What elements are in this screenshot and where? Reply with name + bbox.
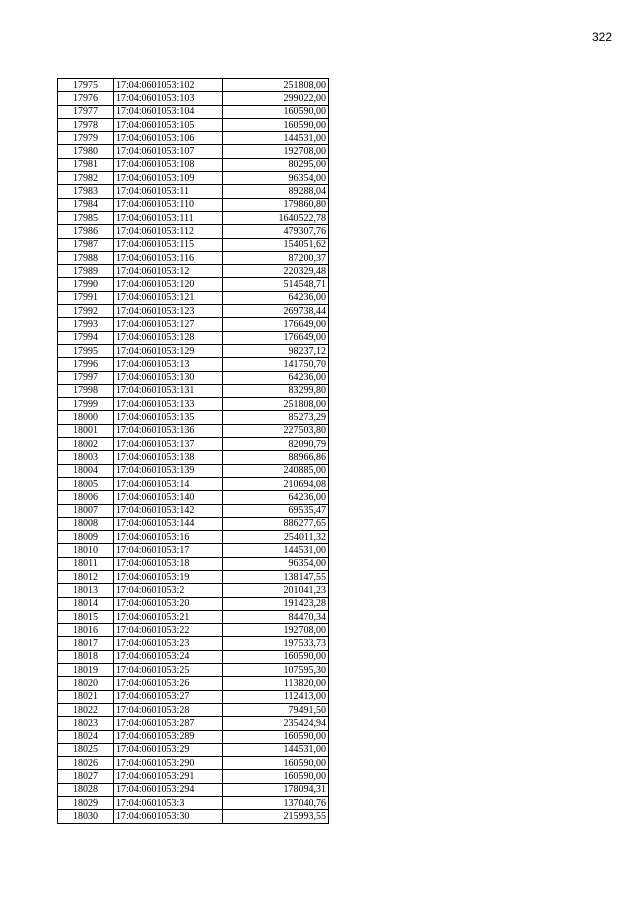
table-row [58,504,329,517]
cadastral-number-cell: 17:04:0601053:131 [114,384,223,397]
table-row [58,79,329,92]
value-cell: 82090,79 [223,438,329,451]
cadastral-number-cell: 17:04:0601053:140 [114,491,223,504]
cadastral-number-cell: 17:04:0601053:102 [114,79,223,92]
row-number-cell: 17991 [58,291,114,304]
value-cell: 192708,00 [223,145,329,158]
cadastral-number-cell: 17:04:0601053:2 [114,584,223,597]
row-number-cell: 17976 [58,92,114,105]
row-number-cell: 17993 [58,318,114,331]
row-number-cell: 17984 [58,198,114,211]
row-number-cell: 18016 [58,624,114,637]
table-row [58,238,329,251]
row-number-cell: 18000 [58,411,114,424]
cadastral-number-cell: 17:04:0601053:21 [114,610,223,623]
table-row [58,318,329,331]
value-cell: 137040,76 [223,797,329,810]
cadastral-number-cell: 17:04:0601053:30 [114,810,223,823]
row-number-cell: 18014 [58,597,114,610]
row-number-cell: 17999 [58,398,114,411]
table-row [58,185,329,198]
value-cell: 160590,00 [223,757,329,770]
table-row [58,477,329,490]
cadastral-number-cell: 17:04:0601053:144 [114,517,223,530]
value-cell: 254011,32 [223,531,329,544]
table-row [58,557,329,570]
table-row [58,358,329,371]
table-row [58,198,329,211]
value-cell: 179860,80 [223,198,329,211]
value-cell: 84470,34 [223,610,329,623]
row-number-cell: 18020 [58,677,114,690]
table-row [58,411,329,424]
row-number-cell: 18024 [58,730,114,743]
value-cell: 107595,30 [223,664,329,677]
value-cell: 144531,00 [223,743,329,756]
table-row [58,584,329,597]
row-number-cell: 17977 [58,105,114,118]
table-row [58,464,329,477]
cadastral-number-cell: 17:04:0601053:107 [114,145,223,158]
row-number-cell: 18008 [58,517,114,530]
table-row [58,570,329,583]
table-row [58,291,329,304]
table-row [58,491,329,504]
cadastral-number-cell: 17:04:0601053:139 [114,464,223,477]
value-cell: 191423,28 [223,597,329,610]
value-cell: 96354,00 [223,172,329,185]
table-row [58,384,329,397]
table-row [58,278,329,291]
value-cell: 64236,00 [223,491,329,504]
row-number-cell: 18011 [58,557,114,570]
cadastral-number-cell: 17:04:0601053:115 [114,238,223,251]
cadastral-number-cell: 17:04:0601053:130 [114,371,223,384]
cadastral-number-cell: 17:04:0601053:142 [114,504,223,517]
value-cell: 160590,00 [223,650,329,663]
cadastral-number-cell: 17:04:0601053:136 [114,424,223,437]
value-cell: 192708,00 [223,624,329,637]
row-number-cell: 17992 [58,305,114,318]
value-cell: 269738,44 [223,305,329,318]
row-number-cell: 17996 [58,358,114,371]
value-cell: 220329,48 [223,265,329,278]
cadastral-number-cell: 17:04:0601053:294 [114,783,223,796]
value-cell: 210694,08 [223,477,329,490]
table-row [58,597,329,610]
cadastral-number-cell: 17:04:0601053:106 [114,132,223,145]
table-row [58,132,329,145]
cadastral-number-cell: 17:04:0601053:108 [114,158,223,171]
value-cell: 112413,00 [223,690,329,703]
table-row [58,650,329,663]
value-cell: 69535,47 [223,504,329,517]
row-number-cell: 18023 [58,717,114,730]
value-cell: 160590,00 [223,770,329,783]
table-row [58,158,329,171]
table-row [58,517,329,530]
row-number-cell: 18018 [58,650,114,663]
cadastral-number-cell: 17:04:0601053:103 [114,92,223,105]
value-cell: 178094,31 [223,783,329,796]
table-row [58,730,329,743]
page-number: 322 [592,30,613,44]
table-row [58,783,329,796]
cadastral-number-cell: 17:04:0601053:287 [114,717,223,730]
table-row [58,797,329,810]
value-cell: 138147,55 [223,570,329,583]
cadastral-number-cell: 17:04:0601053:19 [114,570,223,583]
row-number-cell: 18001 [58,424,114,437]
row-number-cell: 18027 [58,770,114,783]
table-row [58,544,329,557]
row-number-cell: 18021 [58,690,114,703]
table-row [58,757,329,770]
value-cell: 235424,94 [223,717,329,730]
row-number-cell: 18010 [58,544,114,557]
value-cell: 240885,00 [223,464,329,477]
row-number-cell: 17994 [58,331,114,344]
cadastral-number-cell: 17:04:0601053:121 [114,291,223,304]
value-cell: 88966,86 [223,451,329,464]
row-number-cell: 18026 [58,757,114,770]
records-table [57,78,329,824]
table-row [58,145,329,158]
value-cell: 96354,00 [223,557,329,570]
table-row [58,118,329,131]
table-row [58,624,329,637]
row-number-cell: 17989 [58,265,114,278]
table-row [58,743,329,756]
value-cell: 83299,80 [223,384,329,397]
value-cell: 201041,23 [223,584,329,597]
value-cell: 1640522,78 [223,211,329,224]
cadastral-number-cell: 17:04:0601053:22 [114,624,223,637]
row-number-cell: 18005 [58,477,114,490]
cadastral-number-cell: 17:04:0601053:29 [114,743,223,756]
cadastral-number-cell: 17:04:0601053:24 [114,650,223,663]
cadastral-number-cell: 17:04:0601053:128 [114,331,223,344]
row-number-cell: 18015 [58,610,114,623]
cadastral-number-cell: 17:04:0601053:112 [114,225,223,238]
cadastral-number-cell: 17:04:0601053:3 [114,797,223,810]
value-cell: 227503,80 [223,424,329,437]
cadastral-number-cell: 17:04:0601053:18 [114,557,223,570]
value-cell: 251808,00 [223,79,329,92]
cadastral-number-cell: 17:04:0601053:16 [114,531,223,544]
cadastral-number-cell: 17:04:0601053:27 [114,690,223,703]
cadastral-number-cell: 17:04:0601053:137 [114,438,223,451]
cadastral-number-cell: 17:04:0601053:11 [114,185,223,198]
value-cell: 299022,00 [223,92,329,105]
row-number-cell: 17997 [58,371,114,384]
cadastral-number-cell: 17:04:0601053:17 [114,544,223,557]
value-cell: 144531,00 [223,132,329,145]
row-number-cell: 18003 [58,451,114,464]
row-number-cell: 17990 [58,278,114,291]
table-row [58,424,329,437]
cadastral-number-cell: 17:04:0601053:20 [114,597,223,610]
row-number-cell: 17986 [58,225,114,238]
cadastral-number-cell: 17:04:0601053:127 [114,318,223,331]
value-cell: 79491,50 [223,703,329,716]
value-cell: 176649,00 [223,318,329,331]
table-row [58,105,329,118]
cadastral-number-cell: 17:04:0601053:116 [114,251,223,264]
value-cell: 160590,00 [223,118,329,131]
table-row [58,531,329,544]
row-number-cell: 17987 [58,238,114,251]
row-number-cell: 18017 [58,637,114,650]
row-number-cell: 18012 [58,570,114,583]
cadastral-number-cell: 17:04:0601053:135 [114,411,223,424]
table-row [58,251,329,264]
row-number-cell: 17980 [58,145,114,158]
value-cell: 87200,37 [223,251,329,264]
row-number-cell: 18025 [58,743,114,756]
cadastral-number-cell: 17:04:0601053:111 [114,211,223,224]
cadastral-number-cell: 17:04:0601053:133 [114,398,223,411]
row-number-cell: 18019 [58,664,114,677]
value-cell: 251808,00 [223,398,329,411]
value-cell: 89288,04 [223,185,329,198]
table-row [58,610,329,623]
table-row [58,810,329,823]
value-cell: 176649,00 [223,331,329,344]
records-table-body [58,79,329,824]
cadastral-number-cell: 17:04:0601053:105 [114,118,223,131]
table-row [58,172,329,185]
table-row [58,398,329,411]
table-row [58,371,329,384]
cadastral-number-cell: 17:04:0601053:26 [114,677,223,690]
row-number-cell: 17985 [58,211,114,224]
value-cell: 144531,00 [223,544,329,557]
value-cell: 886277,65 [223,517,329,530]
cadastral-number-cell: 17:04:0601053:28 [114,703,223,716]
row-number-cell: 18009 [58,531,114,544]
cadastral-number-cell: 17:04:0601053:120 [114,278,223,291]
row-number-cell: 17975 [58,79,114,92]
value-cell: 160590,00 [223,105,329,118]
table-row [58,451,329,464]
row-number-cell: 18004 [58,464,114,477]
row-number-cell: 18006 [58,491,114,504]
value-cell: 80295,00 [223,158,329,171]
cadastral-number-cell: 17:04:0601053:12 [114,265,223,278]
table-row [58,211,329,224]
cadastral-number-cell: 17:04:0601053:123 [114,305,223,318]
row-number-cell: 18028 [58,783,114,796]
cadastral-number-cell: 17:04:0601053:104 [114,105,223,118]
value-cell: 64236,00 [223,371,329,384]
row-number-cell: 18013 [58,584,114,597]
value-cell: 160590,00 [223,730,329,743]
cadastral-number-cell: 17:04:0601053:23 [114,637,223,650]
value-cell: 64236,00 [223,291,329,304]
table-row [58,225,329,238]
row-number-cell: 17988 [58,251,114,264]
table-row [58,690,329,703]
cadastral-number-cell: 17:04:0601053:290 [114,757,223,770]
row-number-cell: 17981 [58,158,114,171]
cadastral-number-cell: 17:04:0601053:25 [114,664,223,677]
value-cell: 154051,62 [223,238,329,251]
row-number-cell: 18029 [58,797,114,810]
value-cell: 113820,00 [223,677,329,690]
table-row [58,265,329,278]
value-cell: 215993,55 [223,810,329,823]
value-cell: 197533,73 [223,637,329,650]
table-row [58,92,329,105]
value-cell: 85273,29 [223,411,329,424]
table-row [58,637,329,650]
row-number-cell: 17998 [58,384,114,397]
table-row [58,770,329,783]
value-cell: 514548,71 [223,278,329,291]
table-row [58,438,329,451]
table-row [58,677,329,690]
row-number-cell: 18030 [58,810,114,823]
table-row [58,664,329,677]
cadastral-number-cell: 17:04:0601053:14 [114,477,223,490]
cadastral-number-cell: 17:04:0601053:289 [114,730,223,743]
table-row [58,331,329,344]
row-number-cell: 17982 [58,172,114,185]
table-row [58,703,329,716]
table-row [58,344,329,357]
row-number-cell: 18007 [58,504,114,517]
cadastral-number-cell: 17:04:0601053:129 [114,344,223,357]
row-number-cell: 18022 [58,703,114,716]
cadastral-number-cell: 17:04:0601053:13 [114,358,223,371]
cadastral-number-cell: 17:04:0601053:291 [114,770,223,783]
row-number-cell: 17978 [58,118,114,131]
value-cell: 479307,76 [223,225,329,238]
table-row [58,717,329,730]
value-cell: 141750,70 [223,358,329,371]
value-cell: 98237,12 [223,344,329,357]
cadastral-number-cell: 17:04:0601053:138 [114,451,223,464]
cadastral-number-cell: 17:04:0601053:109 [114,172,223,185]
cadastral-number-cell: 17:04:0601053:110 [114,198,223,211]
table-row [58,305,329,318]
row-number-cell: 18002 [58,438,114,451]
row-number-cell: 17983 [58,185,114,198]
row-number-cell: 17979 [58,132,114,145]
row-number-cell: 17995 [58,344,114,357]
